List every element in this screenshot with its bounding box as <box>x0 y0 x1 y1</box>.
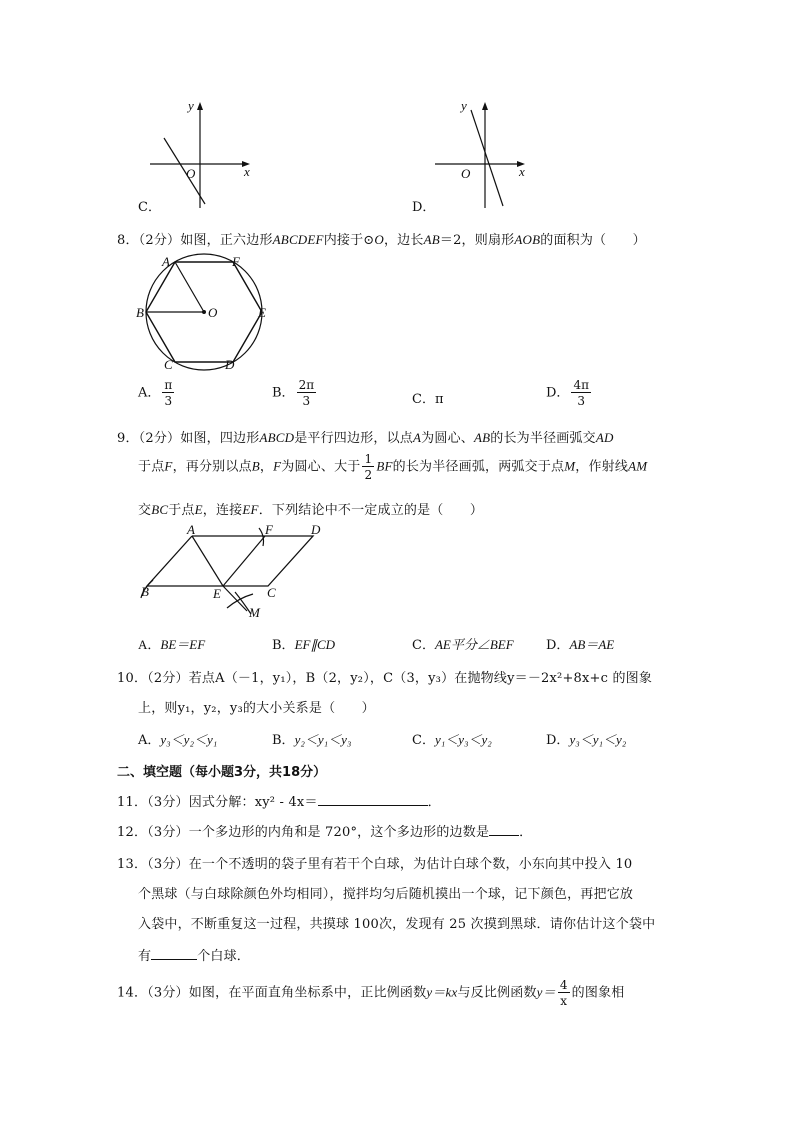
origin-label: O <box>186 166 196 181</box>
q11: 11．（3分）因式分解：xy² - 4x＝ ． <box>117 795 441 810</box>
arc-f <box>259 528 264 546</box>
label-e: E <box>213 586 221 601</box>
label-c: C <box>164 357 173 372</box>
graph-line <box>164 138 205 204</box>
q14-stem: 14．（3分）如图，在平面直角坐标系中，正比例函数y＝kx与反比例函数y＝ $\frac{4}{x}$ 的图象相 <box>117 978 625 1008</box>
q13-line4: 有 个白球． <box>138 949 251 964</box>
q9-line2: 于点F，再分别以点B，F为圆心、大于 $\frac{1}{2}$ BF的长为半径画弧，两弧交于点M，作射线AM <box>138 452 648 482</box>
section-heading: 二、填空题（每小题3分，共18分） <box>117 765 327 780</box>
q13-line1: 13．（3分）在一个不透明的袋子里有若干个白球，为估计白球个数，小东向其中投入 10 <box>117 857 633 872</box>
answer-blank[interactable] <box>489 823 519 836</box>
option-d-graph <box>435 98 545 208</box>
label-b: B <box>136 305 144 320</box>
answer-blank[interactable] <box>318 793 428 806</box>
label-a: A <box>162 254 170 269</box>
label-m: M <box>249 605 260 620</box>
label-c: C <box>267 585 276 600</box>
ray-am <box>223 586 247 611</box>
q8-option-d[interactable]: D． $\frac{4\pi}{3}$ <box>546 378 589 408</box>
center-dot <box>202 310 206 314</box>
label-f: F <box>265 524 273 537</box>
q10-option-b[interactable]: B．y₂＜y₁＜y₃ <box>272 732 352 748</box>
q10-option-d[interactable]: D．y₃＜y₁＜y₂ <box>546 732 627 748</box>
answer-blank[interactable] <box>151 947 197 960</box>
option-d-letter: D． <box>412 200 436 215</box>
q8-stem: 8．（2分）如图，正六边形ABCDEF内接于⊙O，边长AB＝2，则扇形AOB的面积为（ ） <box>117 232 646 248</box>
label-b: B <box>141 584 149 599</box>
radius-oa <box>175 262 204 312</box>
q9-option-b[interactable]: B．EF∥CD <box>272 637 336 653</box>
segment-ae <box>192 536 223 586</box>
y-label: y <box>188 98 194 113</box>
label-d: D <box>225 357 235 372</box>
segment-ef <box>223 536 265 586</box>
label-e: E <box>258 305 266 320</box>
graph-line <box>471 110 503 206</box>
label-a: A <box>187 524 195 537</box>
label-d: D <box>311 524 321 537</box>
q9-line3: 交BC于点E，连接EF．下列结论中不一定成立的是（ ） <box>138 502 484 518</box>
y-axis-arrow <box>197 102 203 110</box>
q12: 12．（3分）一个多边形的内角和是 720°，这个多边形的边数是 ． <box>117 825 533 840</box>
label-f: F <box>232 254 240 269</box>
q9-option-d[interactable]: D．AB＝AE <box>546 637 615 653</box>
x-label: x <box>519 164 525 179</box>
origin-label: O <box>461 166 471 181</box>
q8-option-b[interactable]: B． $\frac{2\pi}{3}$ <box>272 378 315 408</box>
q8-option-a[interactable]: A． $\frac{\pi}{3}$ <box>138 378 173 408</box>
q9-option-a[interactable]: A．BE＝EF <box>138 637 206 652</box>
q13-line2: 个黑球（与白球除颜色外均相同），搅拌均匀后随机摸出一个球，记下颜色，再把它放 <box>138 887 634 902</box>
y-label: y <box>461 98 467 113</box>
q8-hexagon-figure <box>132 252 282 374</box>
q10-option-c[interactable]: C．y₁＜y₃＜y₂ <box>412 732 492 748</box>
q9-option-c[interactable]: C．AE平分∠BEF <box>412 637 514 653</box>
x-label: x <box>244 164 250 179</box>
q9-parallelogram-figure <box>135 524 335 622</box>
option-c-letter: C． <box>138 200 161 215</box>
q10-line2: 上，则y₁，y₂，y₃的大小关系是（ ） <box>138 701 375 716</box>
q8-option-c[interactable]: C．π <box>412 392 444 407</box>
q13-line3: 入袋中，不断重复这一过程，共摸球 100次，发现有 25 次摸到黑球．请你估计这个袋中 <box>138 917 656 932</box>
q10-option-a[interactable]: A．y₃＜y₂＜y₁ <box>138 732 218 748</box>
q10-line1: 10．（2分）若点A（－1，y₁），B（2，y₂），C（3，y₃）在抛物线y＝－2x²+8x+c 的图象 <box>117 671 653 686</box>
label-o: O <box>208 305 218 320</box>
y-axis-arrow <box>482 102 488 110</box>
q9-line1: 9．（2分）如图，四边形ABCD是平行四边形，以点A为圆心、AB的长为半径画弧交AD <box>117 430 614 446</box>
option-c-graph <box>150 98 260 208</box>
